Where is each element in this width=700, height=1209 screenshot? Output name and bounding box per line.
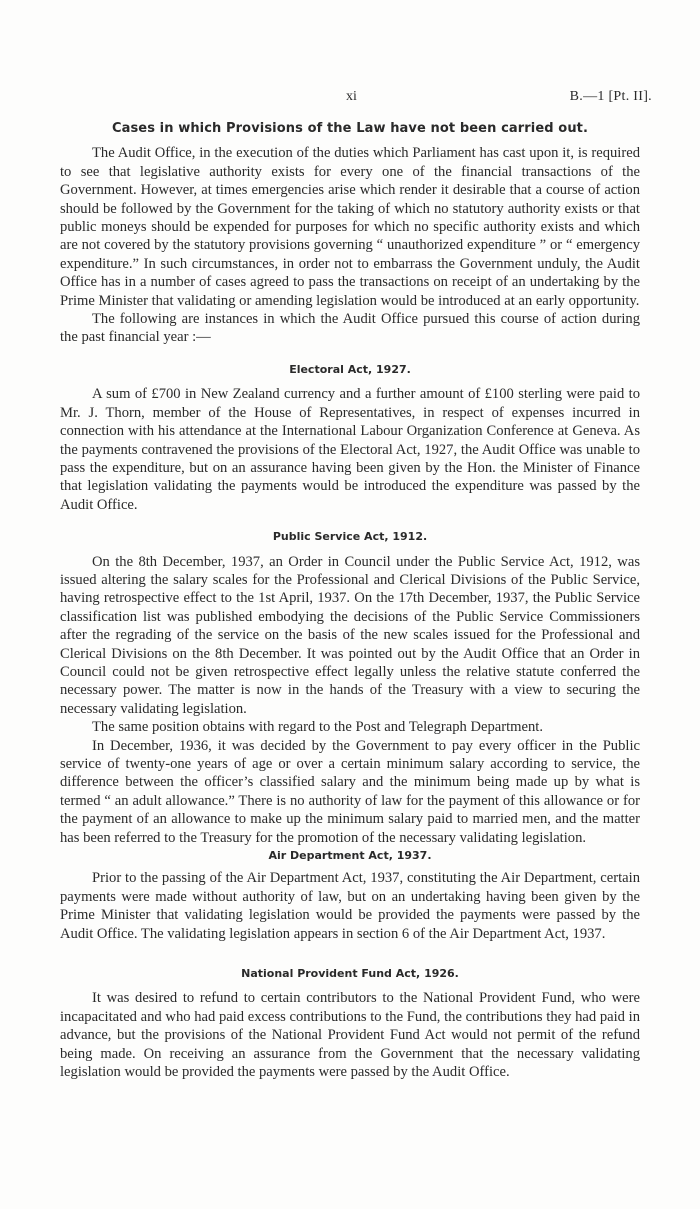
page-header — [0, 88, 700, 108]
document-reference: B.—1 [Pt. II]. — [569, 89, 652, 104]
section-heading-air-department-act: Air Department Act, 1937. — [268, 849, 432, 863]
intro-paragraph: The following are instances in which the Audit Office pursued this course of action during the past financial year :— — [60, 311, 640, 346]
section-paragraph: It was desired to refund to certain contributors to the National Provident Fund, who were incapacitated and who had paid excess contributions to the Fund, the contributions they had paid in advance, but the provisions of the National Provident Fund Act would not permit of the refund being made. On receiving an assurance from the Government that the necessary validating legislation would be provided the payments were passed by the Audit Office. — [60, 990, 640, 1081]
section-heading-public-service-act: Public Service Act, 1912. — [272, 530, 428, 544]
section-heading-national-provident-fund-act: National Provident Fund Act, 1926. — [241, 967, 459, 981]
section-paragraph: On the 8th December, 1937, an Order in Council under the Public Service Act, 1912, was issued altering the salary scales for the Professional and Clerical Divisions of the Public Service, having retrospective effect to the 1st April, 1937. On the 17th December, 1937, the Public Service classification list was published embodying the decisions of the Public Service Commissioners after the regrading of the service on the basis of the new scales issued for the Professional and Clerical Divisions on the 8th December. It was pointed out by the Audit Office that an Order in Council could not be given retrospective effect legally unless the relative statute conferred the necessary power. The matter is now in the hands of the Treasury with a view to securing the necessary validating legislation. — [60, 553, 640, 717]
section-paragraph: A sum of £700 in New Zealand currency and a further amount of £100 sterling were paid to Mr. J. Thorn, member of the House of Representatives, in respect of expenses incurred in connection with his attendance at the International Labour Organization Conference at Geneva. As the payments contravened the provisions of the Electoral Act, 1927, the Audit Office was unable to pass the expenditure, but on an assurance having been given by the Hon. the Minister of Finance that legislation validating the payments would be introduced the expenditure was passed by the Audit Office. — [60, 386, 640, 513]
section-paragraph: The same position obtains with regard to the Post and Telegraph Department. — [92, 719, 544, 736]
page-content — [60, 120, 640, 1082]
section-paragraph: Prior to the passing of the Air Department Act, 1937, constituting the Air Department, certain payments were made without authority of law, but on an undertaking having been given by the Prime Minister that validating legislation would be provided the payments were passed by the Audit Office. The validating legislation appears in section 6 of the Air Department Act, 1937. — [60, 870, 640, 942]
page-title: Cases in which Provisions of the Law have not been carried out. — [111, 121, 589, 136]
section-paragraph: In December, 1936, it was decided by the Government to pay every officer in the Public service of twenty-one years of age or over a certain minimum salary according to service, the difference between the officer’s classified salary and the minimum being made up by what is termed “ an adult allowance.” There is no authority of law for the payment of this allowance or for the payment of an allowance to make up the minimum salary paid to married men, and the matter has been referred to the Treasury for the promotion of the necessary validating legislation. — [60, 737, 640, 846]
page-number: xi — [346, 89, 357, 104]
section-heading-electoral-act: Electoral Act, 1927. — [289, 362, 411, 376]
intro-paragraph: The Audit Office, in the execution of the duties which Parliament has cast upon it, is required to see that legislative authority exists for every one of the financial transactions of the Government. However, at times emergencies arise which render it desirable that a course of action should be followed by the Government for the taking of which no statutory authority exists or that public moneys should be expended for purposes for which no specific authority exists and which are not covered by the statutory provisions governing “ unauthorized expenditure ” or “ emergency expenditure.” In such circumstances, in order not to embarrass the Government unduly, the Audit Office has in a number of cases agreed to pass the transactions on receipt of an undertaking by the Prime Minister that validating or amending legislation would be introduced at an early opportunity. — [60, 145, 640, 309]
